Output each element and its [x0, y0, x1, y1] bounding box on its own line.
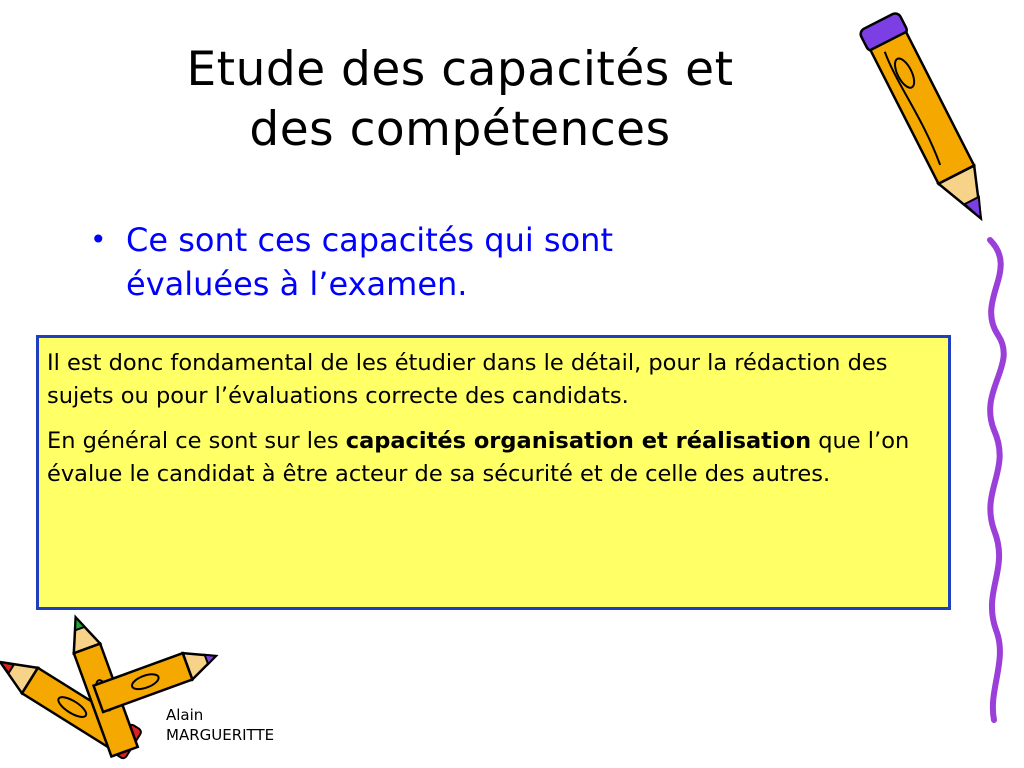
author-last-name: MARGUERITTE [166, 726, 275, 744]
bullet-point [90, 218, 810, 306]
bullet-line-2: évaluées à l’examen. [126, 265, 468, 303]
note-paragraph-2 [47, 425, 940, 491]
author-credit [166, 705, 274, 745]
pencil-icon [860, 5, 1000, 240]
note-p2-after: que l’on évalue le candidat à être acteur de sa sécurité et de celle des autres. [47, 428, 910, 487]
title-line-2: des compétences [249, 102, 671, 157]
title-line-1: Etude des capacités et [186, 42, 734, 97]
bullet-line-1: Ce sont ces capacités qui sont [126, 221, 613, 259]
note-paragraph-1: Il est donc fondamental de les étudier dans le détail, pour la rédaction des sujets ou pour l’évaluations correcte des candidats. [47, 350, 888, 409]
pencil-cluster-icon [0, 620, 210, 768]
slide-title [90, 40, 830, 160]
bullet-marker: • [90, 223, 107, 256]
author-first-name: Alain [166, 706, 204, 724]
note-p2-before: En général ce sont sur les [47, 428, 346, 454]
note-p2-bold: capacités organisation et réalisation [345, 428, 812, 454]
decorative-wavy-border [960, 240, 1020, 720]
note-box [36, 335, 951, 610]
